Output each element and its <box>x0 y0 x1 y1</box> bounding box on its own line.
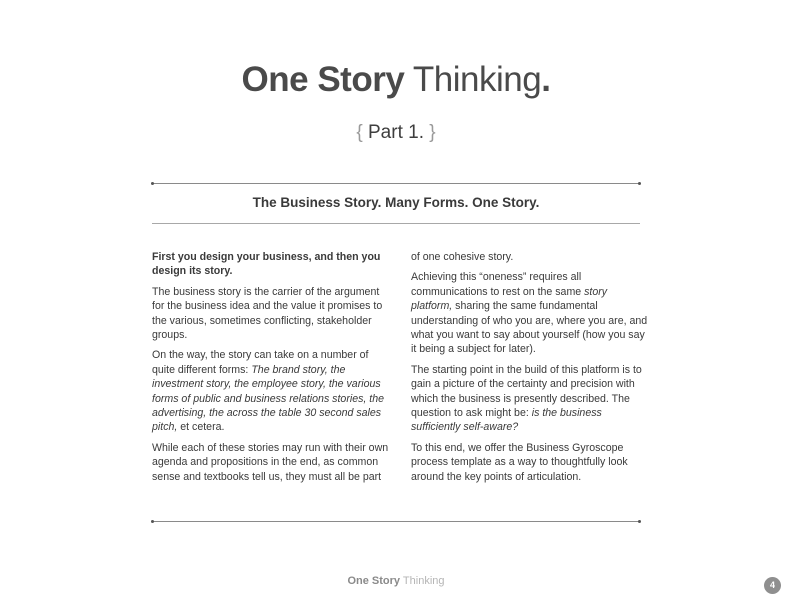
text-span: On the way, the story can take on a number of quite different forms: <box>152 349 369 376</box>
subtitle-text: Part 1. <box>368 122 424 143</box>
italic-text: The brand story, the investment story, the employee story, the various forms of public and business relations stories, the advertising, the across the table 30 second sales pitch, <box>152 363 385 434</box>
text-span: sharing the same fundamental understanding of who you are, where you are, and what you want to say about yourself (how you say it being a subject for later). <box>411 300 648 356</box>
footer-brand-bold: One Story <box>347 575 401 587</box>
text-span: et cetera. <box>177 421 225 434</box>
subtitle-open-brace: { <box>356 122 363 143</box>
body-paragraph: To this end, we offer the Business Gyroscope process template as a way to thoughtfully look around the key points of articulation. <box>411 441 628 483</box>
body-paragraph <box>411 363 651 435</box>
left-column <box>152 250 392 490</box>
divider-endpoint <box>638 520 641 523</box>
page-number-badge: 4 <box>764 577 781 594</box>
divider-endpoint <box>638 182 641 185</box>
lead-paragraph: First you design your business, and then you design its story. <box>152 251 381 278</box>
divider-endpoint <box>151 520 154 523</box>
title-bold: One Story <box>241 60 405 99</box>
body-paragraph: of one cohesive story. <box>411 251 514 263</box>
page-title <box>0 58 792 102</box>
footer-brand-light: Thinking <box>400 575 445 587</box>
title-dot: . <box>541 60 551 99</box>
bottom-divider <box>152 521 640 522</box>
right-column <box>411 250 651 490</box>
body-paragraph: While each of these stories may run with their own agenda and propositions in the end, as common sense and textbooks tell us, they must all be part <box>152 441 389 483</box>
footer-brand <box>0 574 792 588</box>
body-paragraph <box>411 270 651 356</box>
title-light: Thinking <box>412 60 542 99</box>
italic-text: is the business sufficiently self-aware? <box>411 407 602 434</box>
text-span: Achieving this “oneness” requires all communications to rest on the same <box>411 271 585 298</box>
body-paragraph: The business story is the carrier of the argument for the business idea and the value it promises to the various, sometimes conflicting, stakeholder groups. <box>152 285 383 342</box>
subtitle-close-brace: } <box>429 122 436 143</box>
body-paragraph <box>152 348 392 434</box>
divider-endpoint <box>151 182 154 185</box>
page-subtitle <box>0 121 792 145</box>
heading-divider <box>152 223 640 224</box>
italic-text: story platform, <box>411 285 608 313</box>
text-span: The starting point in the build of this platform is to gain a picture of the certainty and precision with which the business is presently described. The question to ask might be: <box>411 363 642 420</box>
section-heading: The Business Story. Many Forms. One Story. <box>252 195 540 210</box>
top-divider <box>152 183 640 184</box>
